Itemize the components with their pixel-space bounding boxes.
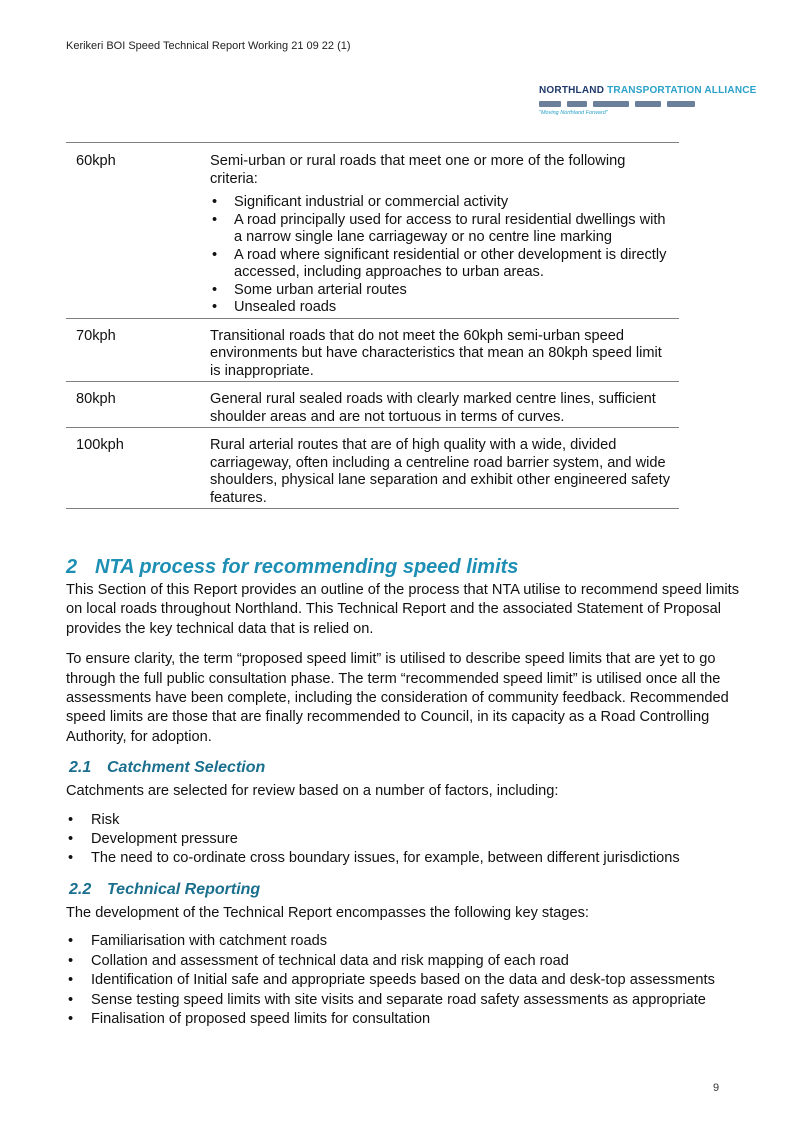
section-heading: 2 NTA process for recommending speed limits (66, 556, 519, 578)
partner-logos (539, 98, 714, 109)
list-item: • Risk (66, 811, 746, 830)
list-item: • Significant industrial or commercial activity (210, 194, 675, 212)
logo-tagline: "Moving Northland Forward" (539, 110, 608, 116)
list-item: • Identification of Initial safe and appropriate speeds based on the data and desk-top assessments (66, 971, 746, 990)
table-row (66, 428, 679, 509)
list-item: • The need to co-ordinate cross boundary issues, for example, between different jurisdictions (66, 849, 746, 868)
speed-limit-cell: 80kph (76, 391, 116, 407)
speed-limit-cell: 100kph (76, 437, 124, 453)
technical-stages-list (66, 932, 746, 1029)
paragraph: The development of the Technical Report encompasses the following key stages: (66, 904, 589, 921)
list-item: • Some urban arterial routes (210, 282, 675, 300)
speed-limit-table (66, 142, 679, 509)
criteria-list (210, 194, 675, 317)
table-row (66, 318, 679, 382)
table-row (66, 143, 679, 319)
list-item: • A road principally used for access to rural residential dwellings with a narrow single lane carriageway or no centre line marking (210, 212, 675, 247)
section-2 (66, 554, 746, 1029)
table-row (66, 382, 679, 428)
list-item: • Collation and assessment of technical data and risk mapping of each road (66, 952, 746, 971)
logo-wordmark: NORTHLAND TRANSPORTATION ALLIANCE (539, 85, 757, 96)
speed-limit-cell: 70kph (76, 327, 116, 344)
description-cell (210, 143, 679, 319)
document-header-title: Kerikeri BOI Speed Technical Report Working 21 09 22 (1) (66, 40, 351, 52)
description-text: Semi-urban or rural roads that meet one or more of the following criteria: (210, 153, 626, 187)
list-item: • Familiarisation with catchment roads (66, 932, 746, 951)
description-cell: Rural arterial routes that are of high quality with a wide, divided carriageway, often including a centreline road barrier system, and wide shoulders, physical lane separation and exhibit other engineered safety features. (210, 437, 671, 506)
speed-limit-cell: 60kph (76, 153, 116, 169)
description-cell: Transitional roads that do not meet the 60kph semi-urban speed environments but have characteristics that mean an 80kph speed limit is inappropriate. (210, 327, 662, 379)
page-number: 9 (713, 1082, 720, 1094)
list-item: • Unsealed roads (210, 299, 675, 317)
paragraph: To ensure clarity, the term “proposed speed limit” is utilised to describe speed limits that are yet to go through the full public consultation phase. The term “recommended speed limit” is utilised once all the assessments have been complete, including the consideration of community feedback. Recommended speed limits are those that are finally recommended to Council, in its capacity as a Road Controlling Authority, for adoption. (66, 651, 729, 745)
catchment-factor-list (66, 811, 746, 869)
paragraph: This Section of this Report provides an outline of the process that NTA utilise to recommend speed limits on local roads throughout Northland. This Technical Report and the associated Statement of Proposal provides the key technical data that is relied on. (66, 582, 739, 637)
list-item: • Development pressure (66, 830, 746, 849)
subsection-heading: 2.1 Catchment Selection (69, 759, 266, 777)
list-item: • A road where significant residential or other development is directly accessed, including approaches to urban areas. (210, 247, 675, 282)
nta-logo (539, 85, 757, 121)
subsection-heading: 2.2 Technical Reporting (69, 880, 261, 898)
list-item: • Sense testing speed limits with site visits and separate road safety assessments as appropriate (66, 991, 746, 1010)
list-item: • Finalisation of proposed speed limits for consultation (66, 1010, 746, 1029)
description-cell: General rural sealed roads with clearly marked centre lines, sufficient shoulder areas and are not tortuous in terms of curves. (210, 391, 656, 425)
paragraph: Catchments are selected for review based on a number of factors, including: (66, 783, 559, 800)
